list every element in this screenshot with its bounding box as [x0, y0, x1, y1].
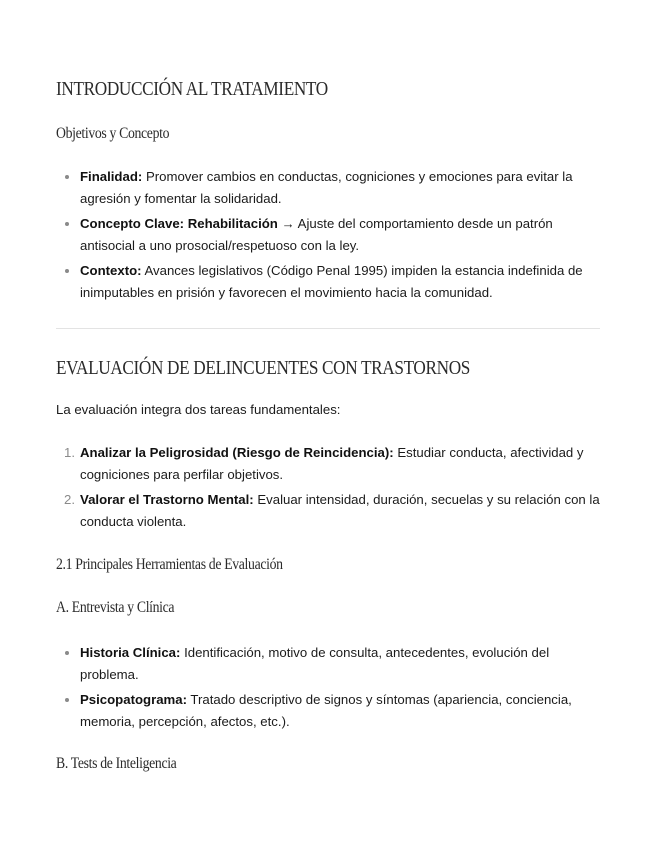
clinical-tools-list — [56, 642, 600, 736]
item-label: Concepto Clave: Rehabilitación — [80, 216, 278, 231]
item-text: Identificación, motivo de consulta, antecedentes, evolución del problema. — [80, 645, 550, 682]
list-item — [80, 689, 600, 733]
section-subtitle-objetivos: Objetivos y Concepto — [56, 125, 170, 142]
item-label: Analizar la Peligrosidad (Riesgo de Reincidencia): — [80, 445, 394, 460]
list-item — [80, 642, 600, 686]
item-label: Finalidad: — [80, 169, 143, 184]
item-text: Tratado descriptivo de signos y síntomas (apariencia, conciencia, memoria, percepción, afectos, etc.). — [80, 692, 572, 729]
item-label: Historia Clínica: — [80, 645, 181, 660]
step-number: 1. — [64, 445, 75, 460]
section-divider — [56, 328, 600, 329]
subsection-heading-tests: B. Tests de Inteligencia — [56, 755, 177, 772]
subsection-heading-herramientas: 2.1 Principales Herramientas de Evaluación — [56, 556, 283, 573]
section-title-evaluacion: EVALUACIÓN DE DELINCUENTES CON TRASTORNOS — [56, 357, 471, 379]
list-item — [64, 442, 600, 486]
list-item — [80, 166, 600, 210]
item-label: Psicopatograma: — [80, 692, 187, 707]
list-item — [80, 260, 600, 304]
item-text: Estudiar conducta, afectividad y cogniciones para perfilar objetivos. — [80, 445, 584, 482]
item-label: Valorar el Trastorno Mental: — [80, 492, 254, 507]
item-label: Contexto: — [80, 263, 142, 278]
list-item — [64, 489, 600, 533]
section-title-introduccion: INTRODUCCIÓN AL TRATAMIENTO — [56, 78, 328, 100]
evaluation-steps-list — [56, 442, 600, 536]
item-text: Avances legislativos (Código Penal 1995) impiden la estancia indefinida de inimputables en prisión y favorecen el movimiento hacia la comunidad. — [80, 263, 583, 300]
step-number: 2. — [64, 492, 75, 507]
item-text: → Ajuste del comportamiento desde un patrón antisocial a uno prosocial/respetuoso con la ley. — [80, 216, 553, 253]
subsection-heading-entrevista: A. Entrevista y Clínica — [56, 599, 175, 616]
list-item — [80, 213, 600, 257]
item-text: Promover cambios en conductas, cogniciones y emociones para evitar la agresión y fomentar la solidaridad. — [80, 169, 573, 206]
objectives-list — [56, 166, 600, 307]
item-text: Evaluar intensidad, duración, secuelas y su relación con la conducta violenta. — [80, 492, 600, 529]
section-intro: La evaluación integra dos tareas fundamentales: — [56, 402, 341, 417]
